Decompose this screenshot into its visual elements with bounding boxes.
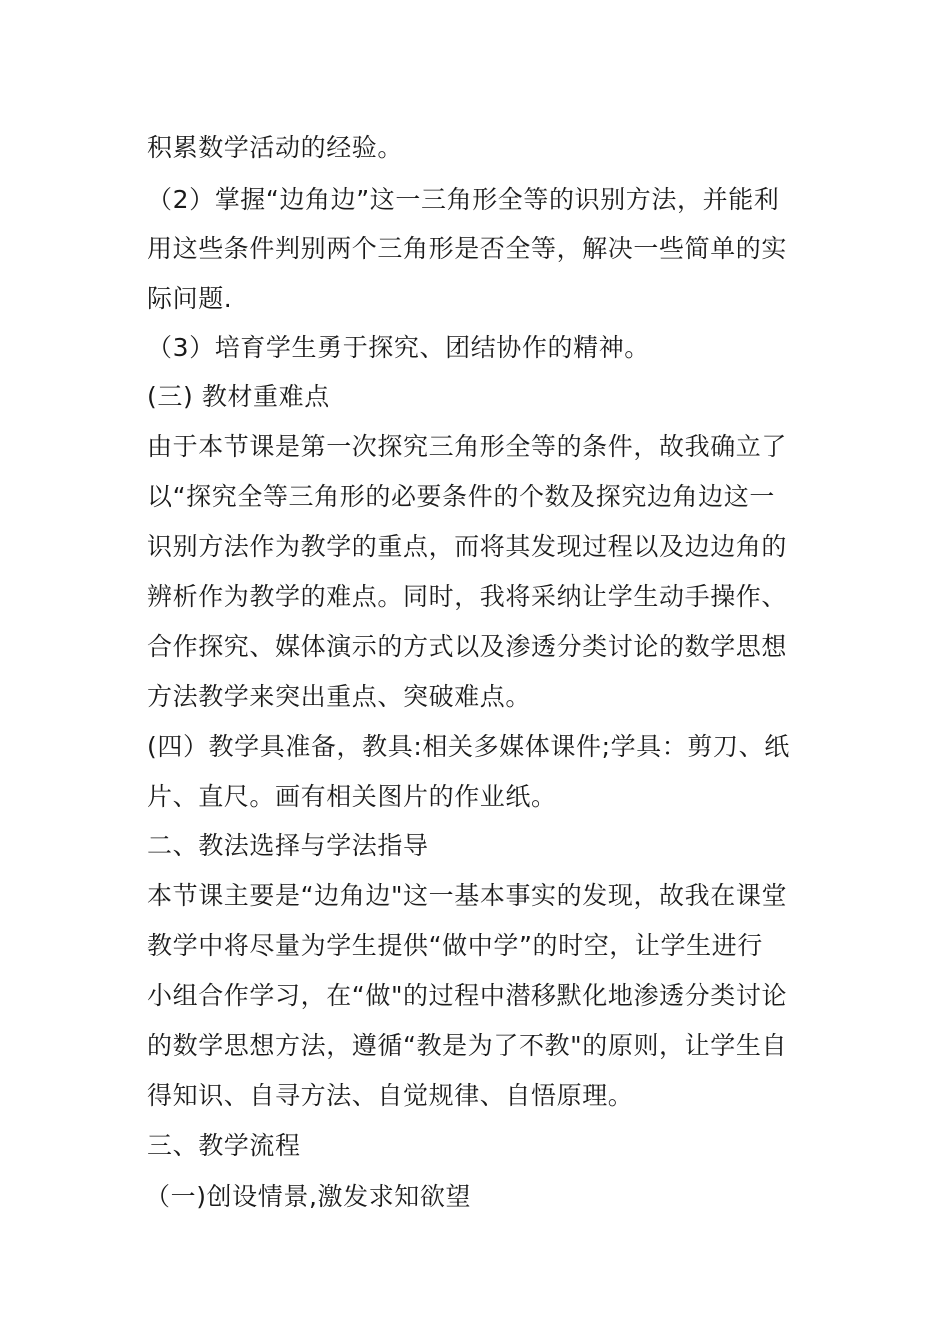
text-line: （2）掌握“边角边”这一三角形全等的识别方法，并能利: [147, 185, 780, 214]
text-line: 辨析作为教学的难点。同时，我将采纳让学生动手操作、: [147, 582, 788, 611]
section-heading: 二、教法选择与学法指导: [147, 831, 429, 860]
text-line: 片、直尺。画有相关图片的作业纸。: [147, 782, 557, 811]
text-line: 合作探究、媒体演示的方式以及渗透分类讨论的数学思想: [147, 632, 788, 661]
section-heading: (三) 教材重难点: [147, 382, 330, 411]
section-heading: 三、教学流程: [147, 1131, 301, 1160]
text-line: 识别方法作为教学的重点，而将其发现过程以及边边角的: [147, 532, 788, 561]
text-line: 以“探究全等三角形的必要条件的个数及探究边角边这一: [147, 482, 775, 511]
text-line: 由于本节课是第一次探究三角形全等的条件，故我确立了: [147, 432, 788, 461]
text-line: 的数学思想方法，遵循“教是为了不教"的原则，让学生自: [147, 1031, 788, 1060]
text-line: (四）教学具准备，教具:相关多媒体课件;学具：剪刀、纸: [147, 732, 790, 761]
text-line: 积累数学活动的经验。: [147, 133, 404, 162]
subsection-heading: （一)创设情景,激发求知欲望: [145, 1182, 472, 1211]
text-line: 小组合作学习，在“做"的过程中潜移默化地渗透分类讨论: [147, 981, 788, 1010]
text-line: 方法教学来突出重点、突破难点。: [147, 682, 532, 711]
text-line: 教学中将尽量为学生提供“做中学”的时空，让学生进行: [147, 931, 763, 960]
text-line: 得知识、自寻方法、自觉规律、自悟原理。: [147, 1081, 634, 1110]
text-line: 本节课主要是“边角边"这一基本事实的发现，故我在课堂: [147, 881, 788, 910]
text-line: 用这些条件判别两个三角形是否全等，解决一些简单的实: [147, 234, 788, 263]
text-line: 际问题.: [147, 284, 233, 313]
text-line: （3）培育学生勇于探究、团结协作的精神。: [147, 333, 650, 362]
